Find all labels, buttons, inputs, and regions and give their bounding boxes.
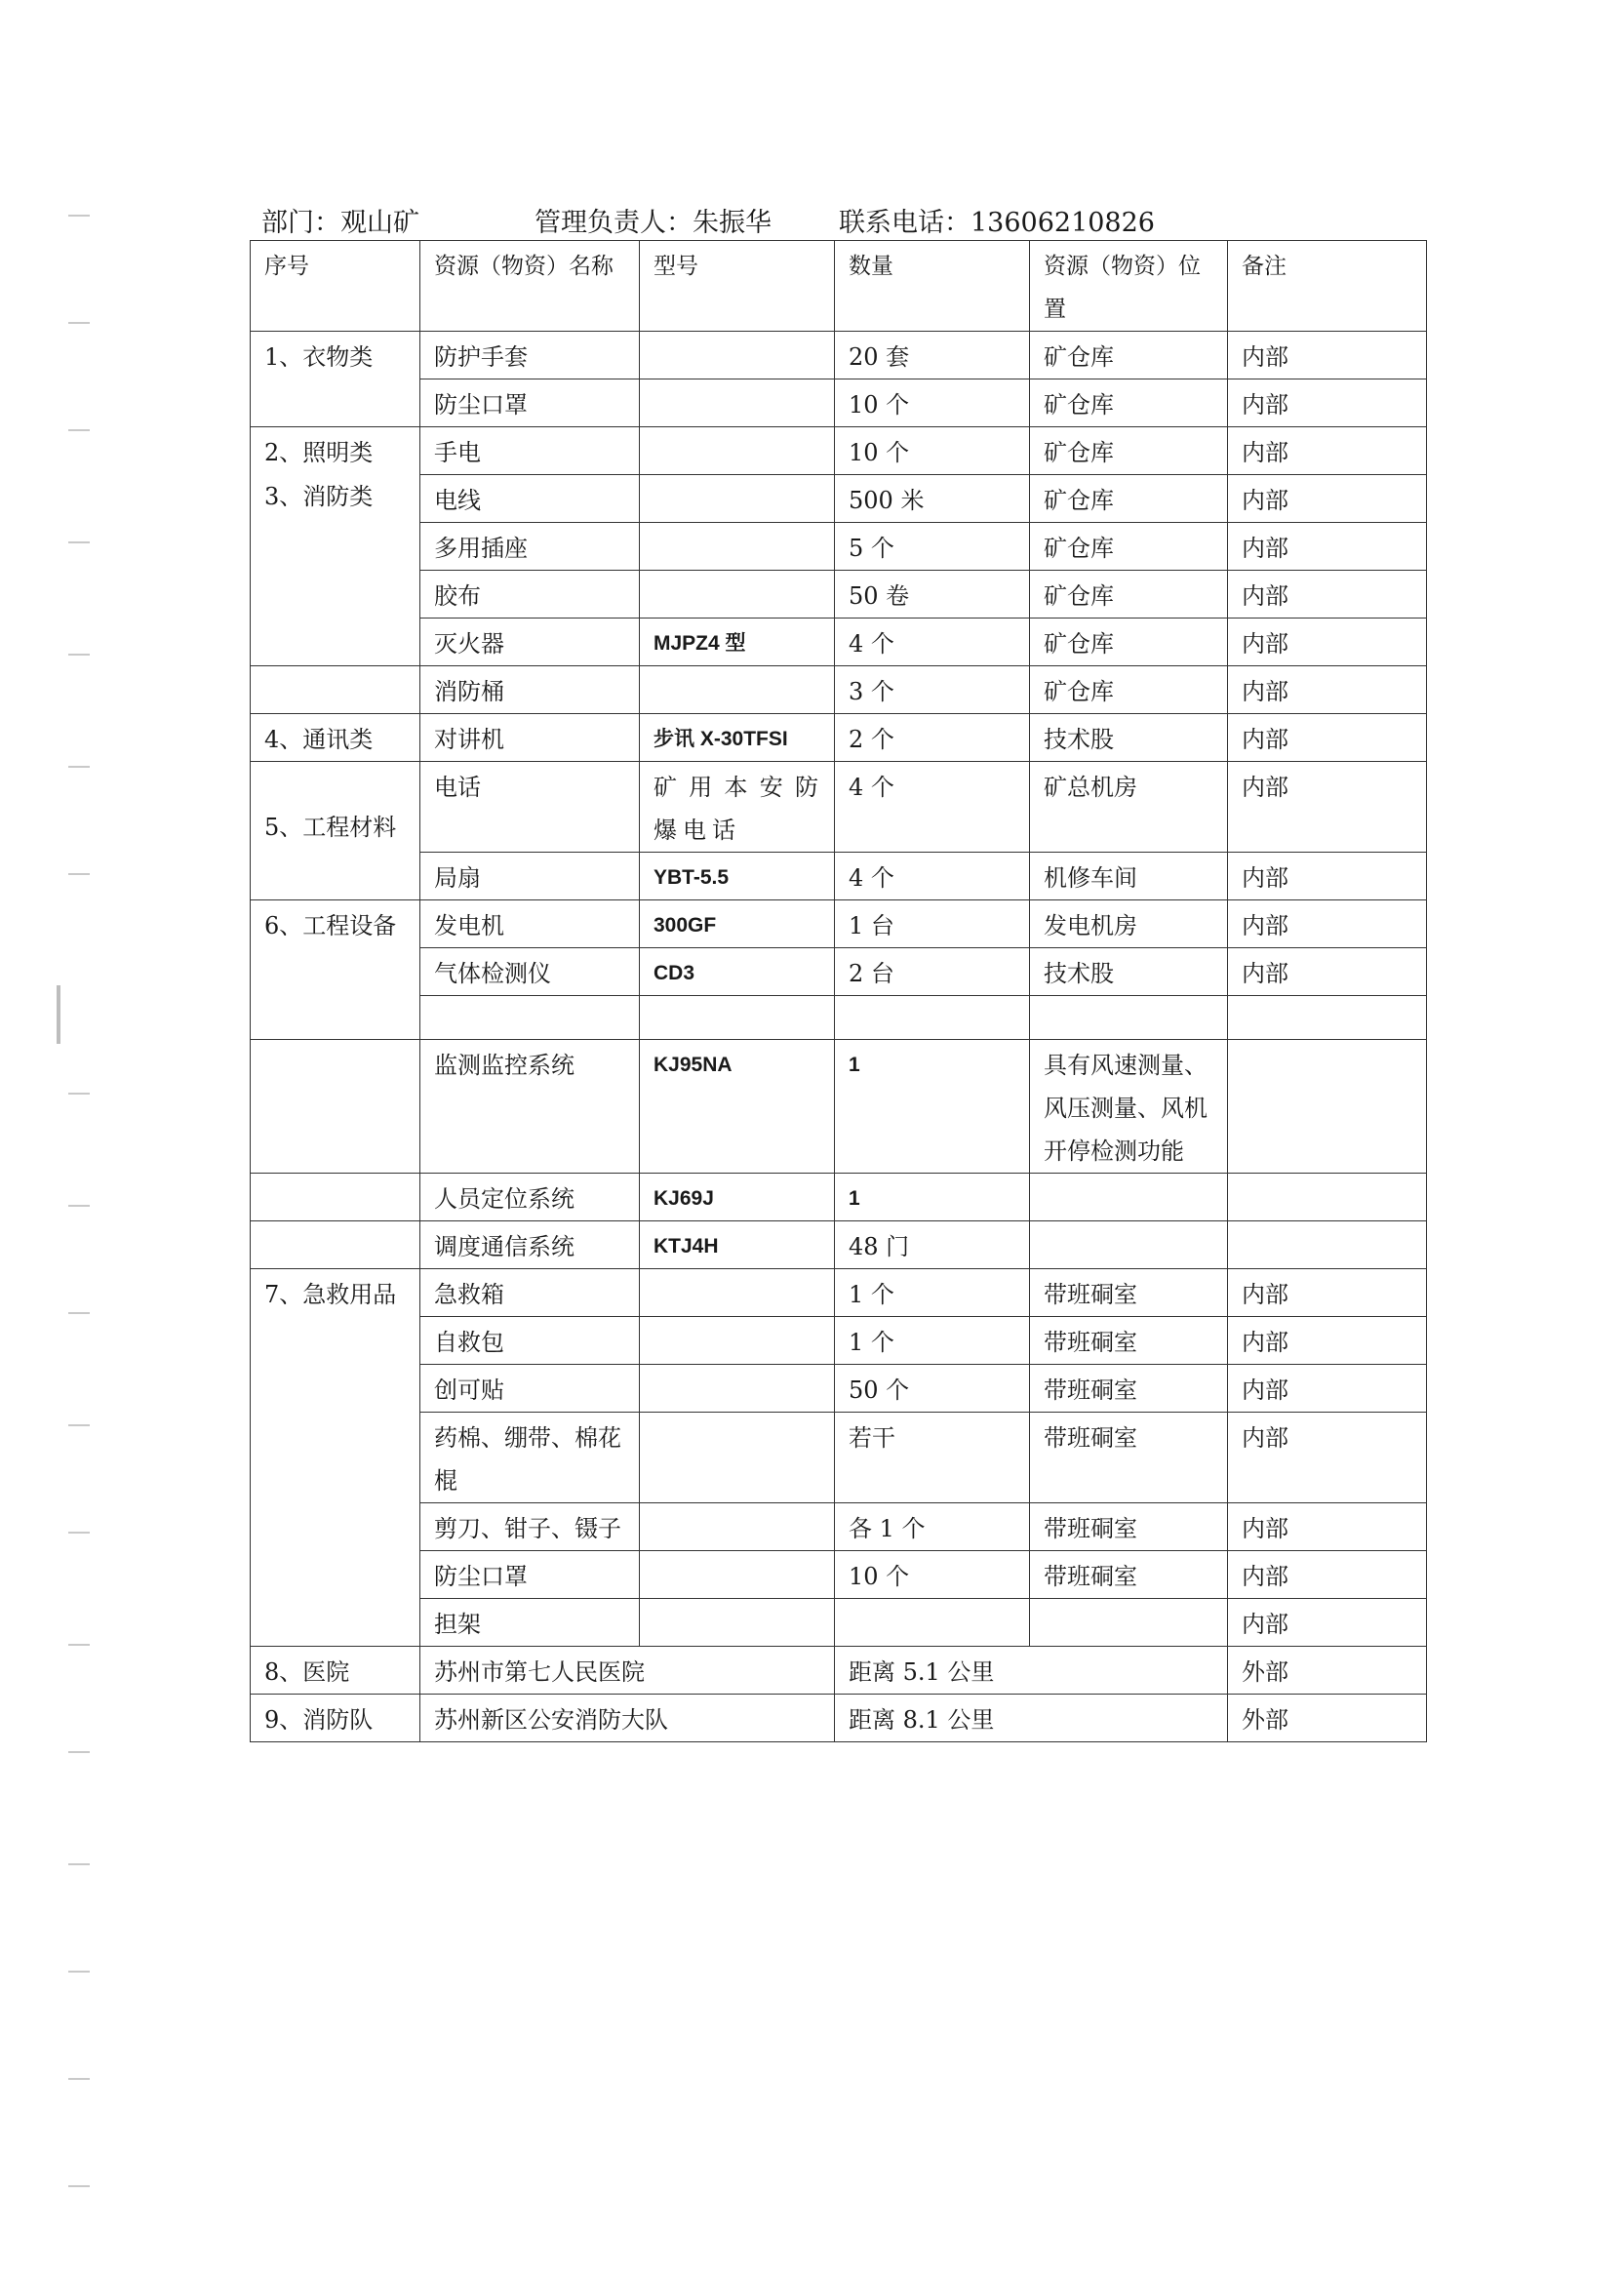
department-label: 部门：观山矿 bbox=[261, 208, 419, 238]
item-qty bbox=[835, 996, 1030, 1040]
item-model: 300GF bbox=[640, 900, 835, 948]
table-row bbox=[251, 523, 1427, 571]
item-qty: 4 个 bbox=[835, 762, 1030, 853]
col-header-name: 资源（物资）名称 bbox=[420, 241, 640, 332]
item-note: 外部 bbox=[1228, 1647, 1427, 1695]
item-note: 内部 bbox=[1228, 1317, 1427, 1365]
table-row bbox=[251, 1040, 1427, 1174]
table-row bbox=[251, 1365, 1427, 1413]
item-note: 内部 bbox=[1228, 900, 1427, 948]
item-note bbox=[1228, 1174, 1427, 1221]
item-name: 创可贴 bbox=[420, 1365, 640, 1413]
category-cell bbox=[251, 1221, 420, 1269]
item-model: 矿用本安防爆电话 bbox=[640, 762, 835, 853]
item-name: 防尘口罩 bbox=[420, 1551, 640, 1599]
item-qty: 2 台 bbox=[835, 948, 1030, 996]
item-location: 机修车间 bbox=[1030, 853, 1228, 900]
item-note: 内部 bbox=[1228, 1503, 1427, 1551]
item-location: 带班硐室 bbox=[1030, 1365, 1228, 1413]
table-row bbox=[251, 714, 1427, 762]
item-qty: 3 个 bbox=[835, 666, 1030, 714]
item-note: 内部 bbox=[1228, 1269, 1427, 1317]
table-row bbox=[251, 427, 1427, 475]
item-name: 人员定位系统 bbox=[420, 1174, 640, 1221]
item-note bbox=[1228, 996, 1427, 1040]
item-model bbox=[640, 379, 835, 427]
table-row bbox=[251, 666, 1427, 714]
item-name: 电话 bbox=[420, 762, 640, 853]
table-row bbox=[251, 1269, 1427, 1317]
item-model bbox=[640, 571, 835, 619]
item-model bbox=[640, 996, 835, 1040]
item-location bbox=[1030, 1599, 1228, 1647]
item-name: 发电机 bbox=[420, 900, 640, 948]
table-row bbox=[251, 1221, 1427, 1269]
table-row bbox=[251, 1317, 1427, 1365]
item-name: 自救包 bbox=[420, 1317, 640, 1365]
category-label: 3、消防类 bbox=[264, 483, 374, 510]
facility-name: 苏州新区公安消防大队 bbox=[420, 1695, 835, 1742]
item-name: 多用插座 bbox=[420, 523, 640, 571]
item-note: 内部 bbox=[1228, 571, 1427, 619]
table-row bbox=[251, 379, 1427, 427]
table-row bbox=[251, 1695, 1427, 1742]
item-model: YBT-5.5 bbox=[640, 853, 835, 900]
item-qty: 50 个 bbox=[835, 1365, 1030, 1413]
category-cell bbox=[251, 666, 420, 714]
table-row bbox=[251, 762, 1427, 853]
item-note: 外部 bbox=[1228, 1695, 1427, 1742]
item-location: 具有风速测量、风压测量、风机开停检测功能 bbox=[1030, 1040, 1228, 1174]
item-model: CD3 bbox=[640, 948, 835, 996]
item-model: KJ95NA bbox=[640, 1040, 835, 1174]
item-model: 步讯 X-30TFSI bbox=[640, 714, 835, 762]
manager-label: 管理负责人：朱振华 bbox=[535, 208, 772, 238]
item-model: KTJ4H bbox=[640, 1221, 835, 1269]
category-cell: 5、工程材料 bbox=[251, 762, 420, 900]
resource-table bbox=[250, 240, 1427, 1742]
item-location: 带班硐室 bbox=[1030, 1317, 1228, 1365]
item-note: 内部 bbox=[1228, 1599, 1427, 1647]
category-cell bbox=[251, 427, 420, 666]
item-note: 内部 bbox=[1228, 379, 1427, 427]
item-note: 内部 bbox=[1228, 1413, 1427, 1503]
item-model bbox=[640, 1413, 835, 1503]
item-name: 防尘口罩 bbox=[420, 379, 640, 427]
item-model bbox=[640, 1365, 835, 1413]
category-cell: 8、医院 bbox=[251, 1647, 420, 1695]
item-location: 矿仓库 bbox=[1030, 619, 1228, 666]
item-name: 调度通信系统 bbox=[420, 1221, 640, 1269]
item-location: 矿仓库 bbox=[1030, 666, 1228, 714]
item-model bbox=[640, 1551, 835, 1599]
item-qty: 50 卷 bbox=[835, 571, 1030, 619]
category-cell: 9、消防队 bbox=[251, 1695, 420, 1742]
item-note: 内部 bbox=[1228, 523, 1427, 571]
item-qty: 1 bbox=[835, 1040, 1030, 1174]
item-location: 矿仓库 bbox=[1030, 523, 1228, 571]
item-location: 带班硐室 bbox=[1030, 1413, 1228, 1503]
item-qty: 48 门 bbox=[835, 1221, 1030, 1269]
item-location bbox=[1030, 1221, 1228, 1269]
item-qty: 10 个 bbox=[835, 1551, 1030, 1599]
item-note: 内部 bbox=[1228, 475, 1427, 523]
item-note: 内部 bbox=[1228, 619, 1427, 666]
item-name: 担架 bbox=[420, 1599, 640, 1647]
item-model bbox=[640, 1503, 835, 1551]
item-note: 内部 bbox=[1228, 1551, 1427, 1599]
item-qty: 1 个 bbox=[835, 1269, 1030, 1317]
category-label: 2、照明类 bbox=[264, 439, 374, 466]
category-cell: 6、工程设备 bbox=[251, 900, 420, 1040]
item-location: 带班硐室 bbox=[1030, 1269, 1228, 1317]
facility-distance: 距离 8.1 公里 bbox=[835, 1695, 1228, 1742]
table-row bbox=[251, 1599, 1427, 1647]
item-note: 内部 bbox=[1228, 948, 1427, 996]
table-row-empty bbox=[251, 996, 1427, 1040]
item-location: 技术股 bbox=[1030, 948, 1228, 996]
table-row bbox=[251, 1413, 1427, 1503]
table-row bbox=[251, 1503, 1427, 1551]
facility-name: 苏州市第七人民医院 bbox=[420, 1647, 835, 1695]
phone-label: 联系电话：13606210826 bbox=[839, 208, 1155, 238]
table-row bbox=[251, 1174, 1427, 1221]
table-row bbox=[251, 853, 1427, 900]
item-note: 内部 bbox=[1228, 714, 1427, 762]
item-name bbox=[420, 996, 640, 1040]
item-qty: 500 米 bbox=[835, 475, 1030, 523]
item-note bbox=[1228, 1221, 1427, 1269]
item-location: 矿仓库 bbox=[1030, 475, 1228, 523]
item-note: 内部 bbox=[1228, 853, 1427, 900]
table-header-row bbox=[251, 241, 1427, 332]
item-name: 电线 bbox=[420, 475, 640, 523]
item-name: 消防桶 bbox=[420, 666, 640, 714]
item-note: 内部 bbox=[1228, 762, 1427, 853]
item-name: 胶布 bbox=[420, 571, 640, 619]
category-cell: 4、通讯类 bbox=[251, 714, 420, 762]
item-name: 监测监控系统 bbox=[420, 1040, 640, 1174]
item-location: 矿仓库 bbox=[1030, 332, 1228, 379]
category-cell: 7、急救用品 bbox=[251, 1269, 420, 1647]
category-cell bbox=[251, 1174, 420, 1221]
col-header-model: 型号 bbox=[640, 241, 835, 332]
item-qty: 1 台 bbox=[835, 900, 1030, 948]
item-qty: 10 个 bbox=[835, 379, 1030, 427]
item-location: 带班硐室 bbox=[1030, 1503, 1228, 1551]
item-model bbox=[640, 1599, 835, 1647]
item-location: 矿总机房 bbox=[1030, 762, 1228, 853]
item-name: 防护手套 bbox=[420, 332, 640, 379]
item-note: 内部 bbox=[1228, 1365, 1427, 1413]
item-model bbox=[640, 1317, 835, 1365]
table-row bbox=[251, 571, 1427, 619]
col-header-no: 序号 bbox=[251, 241, 420, 332]
item-model bbox=[640, 523, 835, 571]
item-qty: 各 1 个 bbox=[835, 1503, 1030, 1551]
item-location: 矿仓库 bbox=[1030, 379, 1228, 427]
item-model bbox=[640, 475, 835, 523]
item-qty: 10 个 bbox=[835, 427, 1030, 475]
category-cell: 1、衣物类 bbox=[251, 332, 420, 427]
item-qty: 4 个 bbox=[835, 619, 1030, 666]
item-qty: 1 bbox=[835, 1174, 1030, 1221]
item-note: 内部 bbox=[1228, 427, 1427, 475]
table-row bbox=[251, 900, 1427, 948]
col-header-location: 资源（物资）位置 bbox=[1030, 241, 1228, 332]
item-location: 发电机房 bbox=[1030, 900, 1228, 948]
item-model bbox=[640, 1269, 835, 1317]
facility-distance: 距离 5.1 公里 bbox=[835, 1647, 1228, 1695]
table-row bbox=[251, 475, 1427, 523]
item-name: 灭火器 bbox=[420, 619, 640, 666]
item-name: 手电 bbox=[420, 427, 640, 475]
item-note: 内部 bbox=[1228, 666, 1427, 714]
item-model: KJ69J bbox=[640, 1174, 835, 1221]
table-row bbox=[251, 948, 1427, 996]
item-qty: 若干 bbox=[835, 1413, 1030, 1503]
item-qty: 2 个 bbox=[835, 714, 1030, 762]
col-header-qty: 数量 bbox=[835, 241, 1030, 332]
item-note bbox=[1228, 1040, 1427, 1174]
item-location: 矿仓库 bbox=[1030, 427, 1228, 475]
item-name: 对讲机 bbox=[420, 714, 640, 762]
item-qty: 4 个 bbox=[835, 853, 1030, 900]
category-cell bbox=[251, 1040, 420, 1174]
table-row bbox=[251, 1551, 1427, 1599]
item-name: 局扇 bbox=[420, 853, 640, 900]
col-header-note: 备注 bbox=[1228, 241, 1427, 332]
item-model bbox=[640, 666, 835, 714]
item-model: MJPZ4 型 bbox=[640, 619, 835, 666]
item-name: 剪刀、钳子、镊子 bbox=[420, 1503, 640, 1551]
item-model bbox=[640, 427, 835, 475]
item-qty: 5 个 bbox=[835, 523, 1030, 571]
item-model bbox=[640, 332, 835, 379]
item-note: 内部 bbox=[1228, 332, 1427, 379]
item-qty bbox=[835, 1599, 1030, 1647]
item-name: 急救箱 bbox=[420, 1269, 640, 1317]
item-location bbox=[1030, 996, 1228, 1040]
item-location: 带班硐室 bbox=[1030, 1551, 1228, 1599]
item-location: 矿仓库 bbox=[1030, 571, 1228, 619]
item-location bbox=[1030, 1174, 1228, 1221]
item-name: 药棉、绷带、棉花棍 bbox=[420, 1413, 640, 1503]
item-qty: 20 套 bbox=[835, 332, 1030, 379]
item-qty: 1 个 bbox=[835, 1317, 1030, 1365]
table-row bbox=[251, 332, 1427, 379]
item-name: 气体检测仪 bbox=[420, 948, 640, 996]
item-location: 技术股 bbox=[1030, 714, 1228, 762]
table-row bbox=[251, 1647, 1427, 1695]
table-row bbox=[251, 619, 1427, 666]
